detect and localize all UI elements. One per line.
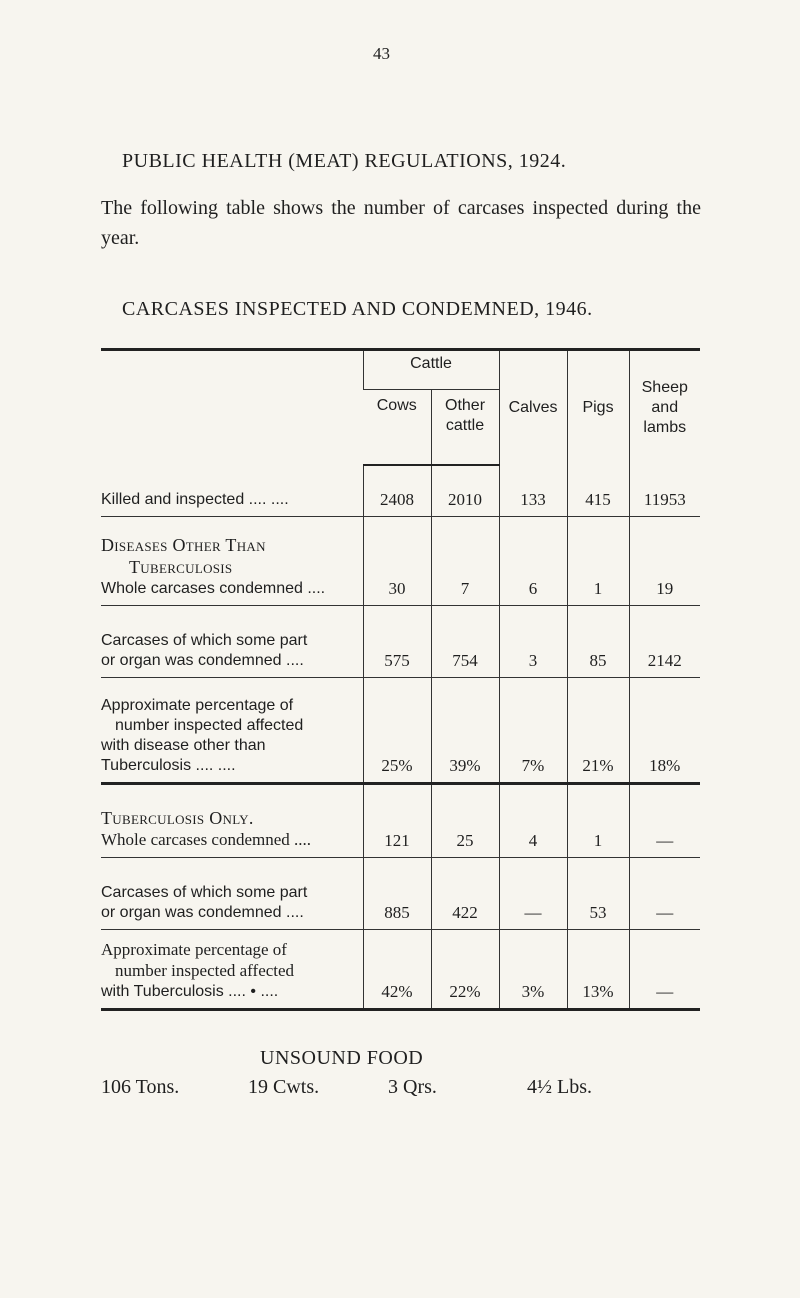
intro-paragraph: The following table shows the number of carcases inspected during the year. [101,197,701,249]
row-label [101,784,363,858]
unsound-food-qrs: 3 Qrs. [388,1076,437,1098]
cell-pigs: 1 [567,517,629,606]
row-label-text: Whole carcases condemned .... [101,830,312,849]
table-row [101,858,700,930]
cell-sheep: 18% [629,678,700,784]
header-other-cattle-line2: cattle [445,417,485,434]
header-pigs: Pigs [567,350,629,466]
header-sheep [629,350,700,466]
cell-cows: 30 [363,517,431,606]
cell-calves: 3 [499,606,567,678]
table-row [101,784,700,858]
cell-cows: 575 [363,606,431,678]
row-label-line3: with Tuberculosis .... • .... [101,983,279,1000]
cell-other-cattle: 754 [431,606,499,678]
header-other-cattle-line1: Other [445,397,486,414]
unsound-food-title: UNSOUND FOOD [260,1047,424,1069]
header-blank [101,350,363,466]
header-other-cattle [431,390,499,466]
row-label-line2: or organ was condemned .... [101,652,304,669]
header-cattle: Cattle [363,350,499,390]
unsound-food-lbs: 4½ Lbs. [527,1076,592,1098]
cell-other-cattle: 22% [431,930,499,1010]
cell-calves: 3% [499,930,567,1010]
cell-sheep: — [629,858,700,930]
cell-cows: 42% [363,930,431,1010]
unsound-food-tons: 106 Tons. [101,1076,180,1098]
table-row [101,930,700,1010]
row-label [101,858,363,930]
cell-other-cattle: 7 [431,517,499,606]
cell-cows: 121 [363,784,431,858]
cell-pigs: 21% [567,678,629,784]
cell-pigs: 13% [567,930,629,1010]
row-label-line1: Approximate percentage of [101,940,287,959]
cell-pigs: 85 [567,606,629,678]
section-heading-line2: Tuberculosis [129,557,233,577]
section-heading: Tuberculosis Only. [101,808,254,828]
cell-calves: 7% [499,678,567,784]
table-row [101,517,700,606]
cell-calves: 133 [499,465,567,517]
cell-other-cattle: 422 [431,858,499,930]
cell-sheep: 11953 [629,465,700,517]
cell-pigs: 415 [567,465,629,517]
section-heading: Diseases Other Than [101,535,266,555]
row-label-line2: or organ was condemned .... [101,904,304,921]
table-title: CARCASES INSPECTED AND CONDEMNED, 1946. [122,298,593,320]
header-sheep-line1: Sheep [641,379,688,396]
cell-sheep: — [629,784,700,858]
table-row [101,465,700,517]
cell-pigs: 1 [567,784,629,858]
row-label-line1: Carcases of which some part [101,884,308,901]
header-sheep-line2: and [651,399,679,416]
cell-calves: 4 [499,784,567,858]
row-label-line4: Tuberculosis .... .... [101,757,236,774]
carcases-table [101,348,700,1011]
row-label: Killed and inspected .... .... [101,465,363,517]
cell-other-cattle: 2010 [431,465,499,517]
cell-sheep: — [629,930,700,1010]
table-row [101,678,700,784]
row-label-line2: number inspected affected [115,717,304,734]
cell-calves: — [499,858,567,930]
cell-sheep: 2142 [629,606,700,678]
page-heading: PUBLIC HEALTH (MEAT) REGULATIONS, 1924. [122,150,567,172]
page-number: 43 [373,44,390,63]
cell-other-cattle: 39% [431,678,499,784]
table-row [101,606,700,678]
row-label-line2: number inspected affected [115,961,295,980]
cell-sheep: 19 [629,517,700,606]
cell-pigs: 53 [567,858,629,930]
row-label [101,930,363,1010]
header-calves: Calves [499,350,567,466]
unsound-food-cwts: 19 Cwts. [248,1076,320,1098]
cell-cows: 2408 [363,465,431,517]
cell-cows: 25% [363,678,431,784]
row-label [101,678,363,784]
cell-cows: 885 [363,858,431,930]
row-label-line1: Approximate percentage of [101,697,294,714]
row-label [101,517,363,606]
header-cows: Cows [363,390,431,466]
cell-calves: 6 [499,517,567,606]
row-label [101,606,363,678]
row-label-text: Whole carcases condemned .... [101,580,326,597]
row-label-line3: with disease other than [101,737,266,754]
row-label-line1: Carcases of which some part [101,632,308,649]
cell-other-cattle: 25 [431,784,499,858]
header-sheep-line3: lambs [643,419,687,436]
